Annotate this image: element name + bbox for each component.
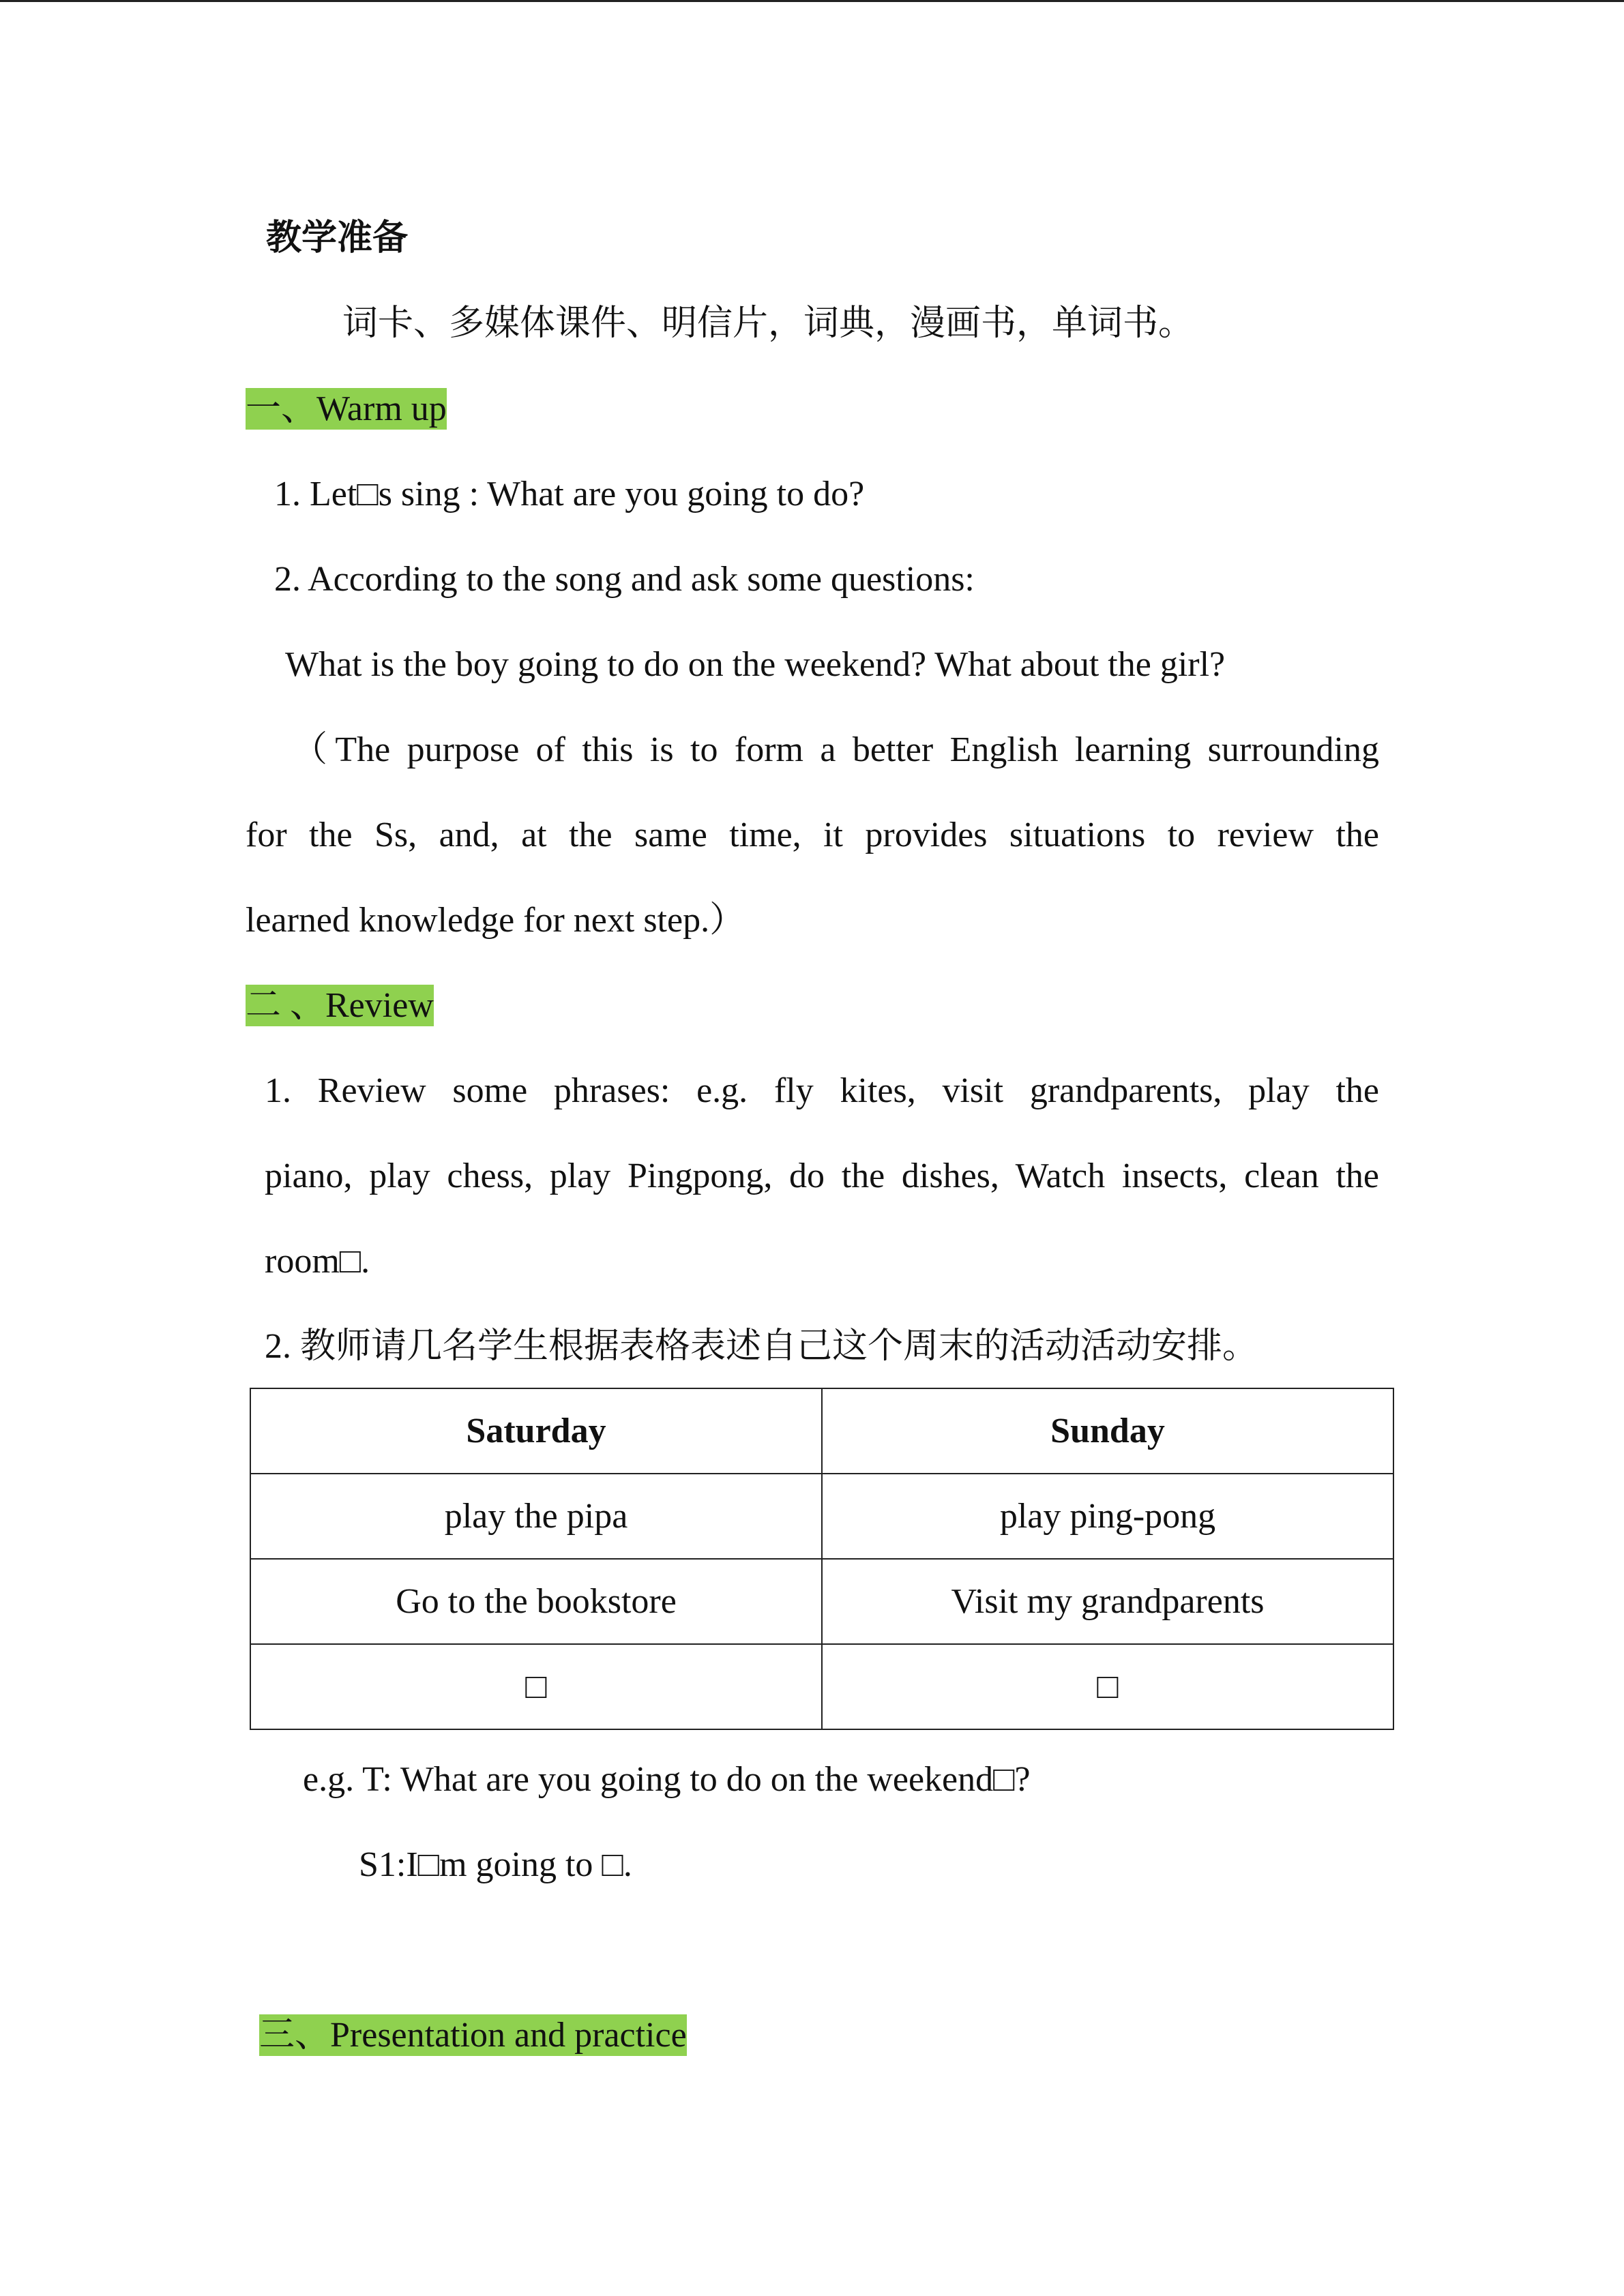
prep-materials: 词卡、多媒体课件、明信片，词典，漫画书，单词书。: [342, 304, 1194, 343]
warmup-heading: [246, 387, 447, 431]
table-cell: play the pipa: [250, 1474, 822, 1559]
warmup-purpose-line-3: learned knowledge for next step.）: [246, 901, 745, 940]
review-heading-text: 二 、Review: [246, 986, 434, 1025]
review-item-1-line-1: 1. Review some phrases: e.g. fly kites, visit grandparents, play the: [265, 1071, 1379, 1110]
warmup-purpose-line-2: for the Ss, and, at the same time, it provides situations to review the: [246, 816, 1379, 854]
review-item-1-line-3: room□.: [265, 1242, 370, 1281]
table-row: [250, 1644, 1393, 1729]
table-cell: Visit my grandparents: [822, 1559, 1393, 1644]
weekend-plan-table: [250, 1388, 1394, 1730]
presentation-heading-text: 三、Presentation and practice: [259, 2016, 687, 2055]
prep-heading: 教学准备: [266, 219, 409, 258]
review-item-2: 2. 教师请几名学生根据表格表述自己这个周末的活动活动安排。: [265, 1327, 1258, 1366]
warmup-purpose-line-1: （The purpose of this is to form a better English learning surrounding: [292, 730, 1379, 769]
table-header-sunday: Sunday: [822, 1388, 1393, 1474]
table-row: [250, 1474, 1393, 1559]
table-header-saturday: Saturday: [250, 1388, 822, 1474]
table-header-row: [250, 1388, 1393, 1474]
warmup-item-2: 2. According to the song and ask some questions:: [274, 560, 975, 599]
warmup-question: What is the boy going to do on the weekend? What about the girl?: [285, 645, 1226, 684]
table-cell: Go to the bookstore: [250, 1559, 822, 1644]
table-cell: play ping-pong: [822, 1474, 1393, 1559]
review-item-1-line-2: piano, play chess, play Pingpong, do the dishes, Watch insects, clean the: [265, 1157, 1379, 1195]
example-teacher-line: e.g. T: What are you going to do on the weekend□?: [303, 1760, 1031, 1799]
table-cell: □: [250, 1644, 822, 1729]
table-cell: □: [822, 1644, 1393, 1729]
warmup-heading-text: 一、Warm up: [246, 389, 447, 428]
presentation-heading: [259, 2014, 687, 2057]
warmup-item-1: 1. Let□s sing : What are you going to do?: [274, 475, 865, 513]
example-student-line: S1:I□m going to □.: [359, 1845, 632, 1884]
review-heading: [246, 984, 434, 1028]
page-top-border: [0, 0, 1624, 2]
table-row: [250, 1559, 1393, 1644]
